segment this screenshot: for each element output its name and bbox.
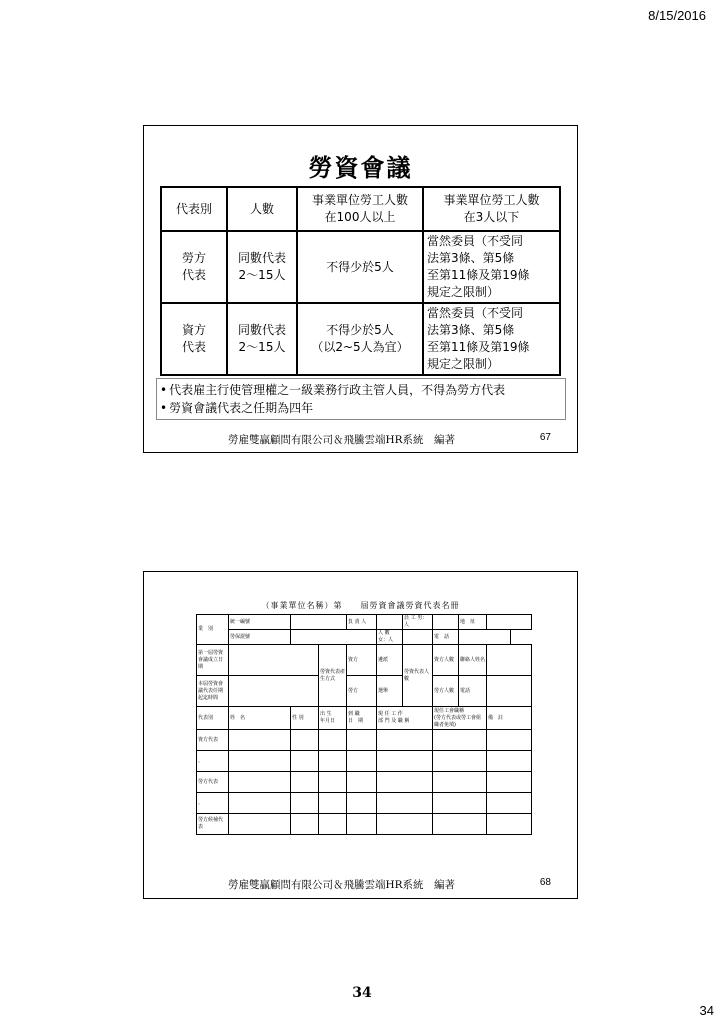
form-cell bbox=[459, 630, 511, 645]
form-cell bbox=[487, 676, 532, 707]
form-cell bbox=[229, 676, 319, 707]
slide-page-number: 68 bbox=[539, 877, 551, 888]
form-cell: 本屆勞資會議代表任期起迄時間 bbox=[197, 676, 229, 707]
form-cell: 電 話 bbox=[433, 630, 459, 645]
form-cell: 勞資代表人數 bbox=[403, 645, 433, 707]
form-cell bbox=[433, 615, 459, 630]
slide-67 bbox=[143, 125, 578, 453]
table-header: 事業單位勞工人數 在100人以上 bbox=[297, 187, 423, 231]
form-cell: 第一屆勞資會議成立日期 bbox=[197, 645, 229, 676]
form-cell: 統一編號 bbox=[229, 615, 291, 630]
slide-68 bbox=[143, 571, 578, 899]
slide-footer: 勞雇雙贏顧問有限公司＆飛騰雲端HR系統 編著 bbox=[228, 879, 456, 891]
form-row bbox=[197, 615, 532, 630]
table-cell: 不得少於5人 bbox=[297, 231, 423, 303]
note-item: • 勞資會議代表之任期為四年 bbox=[161, 399, 561, 417]
table-header: 事業單位勞工人數 在3人以下 bbox=[423, 187, 560, 231]
form-header: 代表別 bbox=[197, 707, 229, 730]
form-cell: 業 別 bbox=[197, 615, 229, 645]
slide-title: 勞資會議 bbox=[308, 153, 413, 182]
form-cell: 勞方人數 bbox=[433, 676, 459, 707]
roster-form bbox=[196, 614, 532, 835]
table-cell: 當然委員（不受同 法第3條、第5條 至第11條及第19條 規定之限制） bbox=[423, 303, 560, 375]
table-cell: 不得少於5人 （以2~5人為宜） bbox=[297, 303, 423, 375]
table-cell: 同數代表 2～15人 bbox=[227, 303, 297, 375]
form-cell: 資方人數 bbox=[433, 645, 459, 676]
form-cell: 資方 bbox=[347, 645, 377, 676]
table-header: 人數 bbox=[227, 187, 297, 231]
form-header: 到 職 日 期 bbox=[347, 707, 377, 730]
form-cell: 勞資代表產生方式 bbox=[319, 645, 347, 707]
form-header: 性 別 bbox=[291, 707, 319, 730]
slide-page-number: 67 bbox=[539, 432, 551, 443]
form-header: 現 任 工 作 部 門 及 職 稱 bbox=[377, 707, 433, 730]
form-cell bbox=[487, 615, 532, 630]
form-row bbox=[197, 630, 532, 645]
table-cell: 當然委員（不受同 法第3條、第5條 至第11條及第19條 規定之限制） bbox=[423, 231, 560, 303]
form-cell: 負 責 人 bbox=[347, 615, 377, 630]
form-cell bbox=[229, 645, 319, 676]
form-cell: 勞保證號 bbox=[229, 630, 291, 645]
table-header: 代表別 bbox=[161, 187, 227, 231]
table-row bbox=[161, 303, 560, 375]
form-cell: 電話 bbox=[459, 676, 487, 707]
table-cell: 勞方 代表 bbox=[161, 231, 227, 303]
form-cell bbox=[291, 615, 347, 630]
form-cell bbox=[403, 630, 433, 645]
form-row bbox=[197, 814, 532, 835]
form-header: 姓 名 bbox=[229, 707, 291, 730]
form-row-label: 、 bbox=[197, 751, 229, 772]
page-number-center: 34 bbox=[352, 985, 372, 1001]
representatives-table bbox=[160, 186, 561, 376]
table-cell: 同數代表 2～15人 bbox=[227, 231, 297, 303]
form-row bbox=[197, 676, 532, 707]
form-header: 現任工會職稱 (勞方代表或勞工會組織者免填) bbox=[433, 707, 487, 730]
form-cell: 員 工 男：人 bbox=[403, 615, 433, 630]
print-date: 8/15/2016 bbox=[648, 8, 706, 23]
slide-footer: 勞雇雙贏顧問有限公司＆飛騰雲端HR系統 編著 bbox=[228, 434, 456, 446]
form-header-row bbox=[197, 707, 532, 730]
form-row-label: 、 bbox=[197, 793, 229, 814]
form-cell: 地 址 bbox=[459, 615, 487, 630]
form-cell: 人 數 女：人 bbox=[377, 630, 403, 645]
form-cell bbox=[377, 615, 403, 630]
form-row bbox=[197, 730, 532, 751]
form-cell bbox=[487, 645, 532, 676]
form-cell bbox=[291, 630, 377, 645]
form-row-label: 勞方代表 bbox=[197, 772, 229, 793]
table-row bbox=[161, 231, 560, 303]
form-cell: 選舉 bbox=[377, 676, 403, 707]
page-number-right: 34 bbox=[699, 1003, 714, 1018]
form-row bbox=[197, 751, 532, 772]
table-header-row bbox=[161, 187, 560, 231]
form-header: 出 生 年月日 bbox=[319, 707, 347, 730]
form-row bbox=[197, 772, 532, 793]
note-item: • 代表雇主行使管理權之一級業務行政主管人員，不得為勞方代表 bbox=[161, 381, 561, 399]
form-row-label: 勞方候補代表 bbox=[197, 814, 229, 835]
form-header: 備 註 bbox=[487, 707, 532, 730]
form-row bbox=[197, 793, 532, 814]
table-cell: 資方 代表 bbox=[161, 303, 227, 375]
form-row bbox=[197, 645, 532, 676]
form-cell: 聯絡人姓名 bbox=[459, 645, 487, 676]
form-row-label: 資方代表 bbox=[197, 730, 229, 751]
form-cell: 勞方 bbox=[347, 676, 377, 707]
notes-box bbox=[156, 378, 566, 420]
form-cell: 遴派 bbox=[377, 645, 403, 676]
slide-title: （事業單位名稱）第 屆勞資會議勞資代表名冊 bbox=[261, 601, 460, 610]
